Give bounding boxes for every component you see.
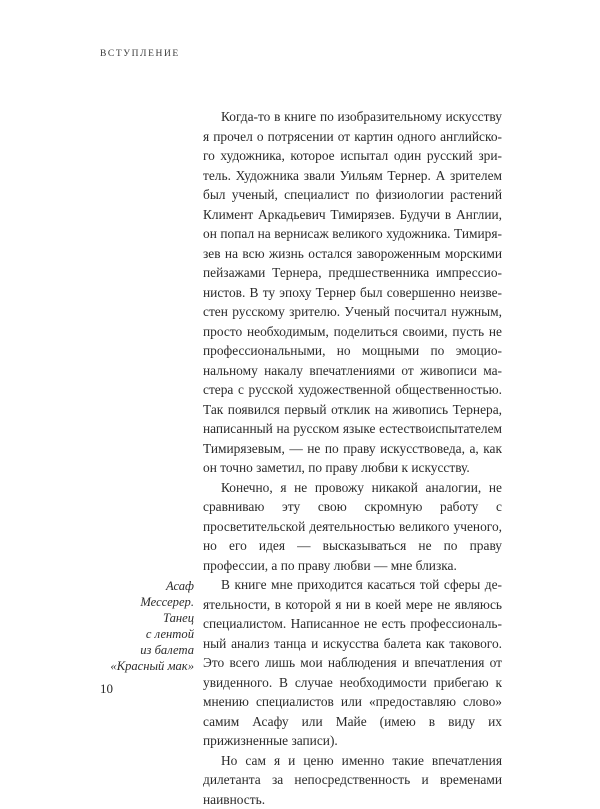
paragraph: Когда-то в книге по изобразительному искусству я прочел о потрясении от картин одного английского художника, которое испытал один русский зритель. Художника звали Уильям Тернер. А зрителем был ученый, специалист по физиологии растений Климент Аркадьевич Тимирязев. Будучи в Англии, он попал на вернисаж великого художника. Тимирязев на всю жизнь остался завороженным морскими пейзажами Тернера, предшественника импрессионистов. В ту эпоху Тернер был совершенно неизвестен русскому зрителю. Ученый посчитал нужным, просто необходимым, поделиться своими, пусть не профессиональными, но мощными по эмоциональному накалу впечатлениями от живописи мастера с русской художественной общественностью. Так появился первый отклик на живопись Тернера, написанный на русском языке естествоиспытателем Тимирязевым, — не по праву искусствоведа, а, как он точно заметил, по праву любви к искусству.	[203, 107, 502, 478]
paragraph: Но сам я и ценю именно такие впечатления дилетанта за непосредственность и временами наивность.	[203, 751, 502, 809]
main-text	[203, 107, 502, 809]
page-number: 10	[100, 681, 113, 697]
caption-line: Танец	[90, 610, 194, 626]
caption-line: Мессерер.	[90, 594, 194, 610]
figure-caption	[90, 578, 194, 674]
caption-line: «Красный мак»	[90, 658, 194, 674]
running-head: ВСТУПЛЕНИЕ	[100, 49, 180, 59]
caption-line: из балета	[90, 642, 194, 658]
paragraph: Конечно, я не провожу никакой аналогии, не сравниваю эту свою скромную работу с просветительской деятельностью великого ученого, но его идея — высказываться не по праву профессии, а по праву любви — мне близка.	[203, 478, 502, 576]
caption-line: Асаф	[90, 578, 194, 594]
paragraph: В книге мне приходится касаться той сферы деятельности, в которой я ни в коей мере не являюсь специалистом. Написанное не есть профессиональный анализ танца и искусства балета как такового. Это всего лишь мои наблюдения и впечатления от увиденного. В случае необходимости прибегаю к мнению специалистов или «предоставляю слово» самим Асафу или Майе (имею в виду их прижизненные записи).	[203, 575, 502, 751]
caption-line: с лентой	[90, 626, 194, 642]
